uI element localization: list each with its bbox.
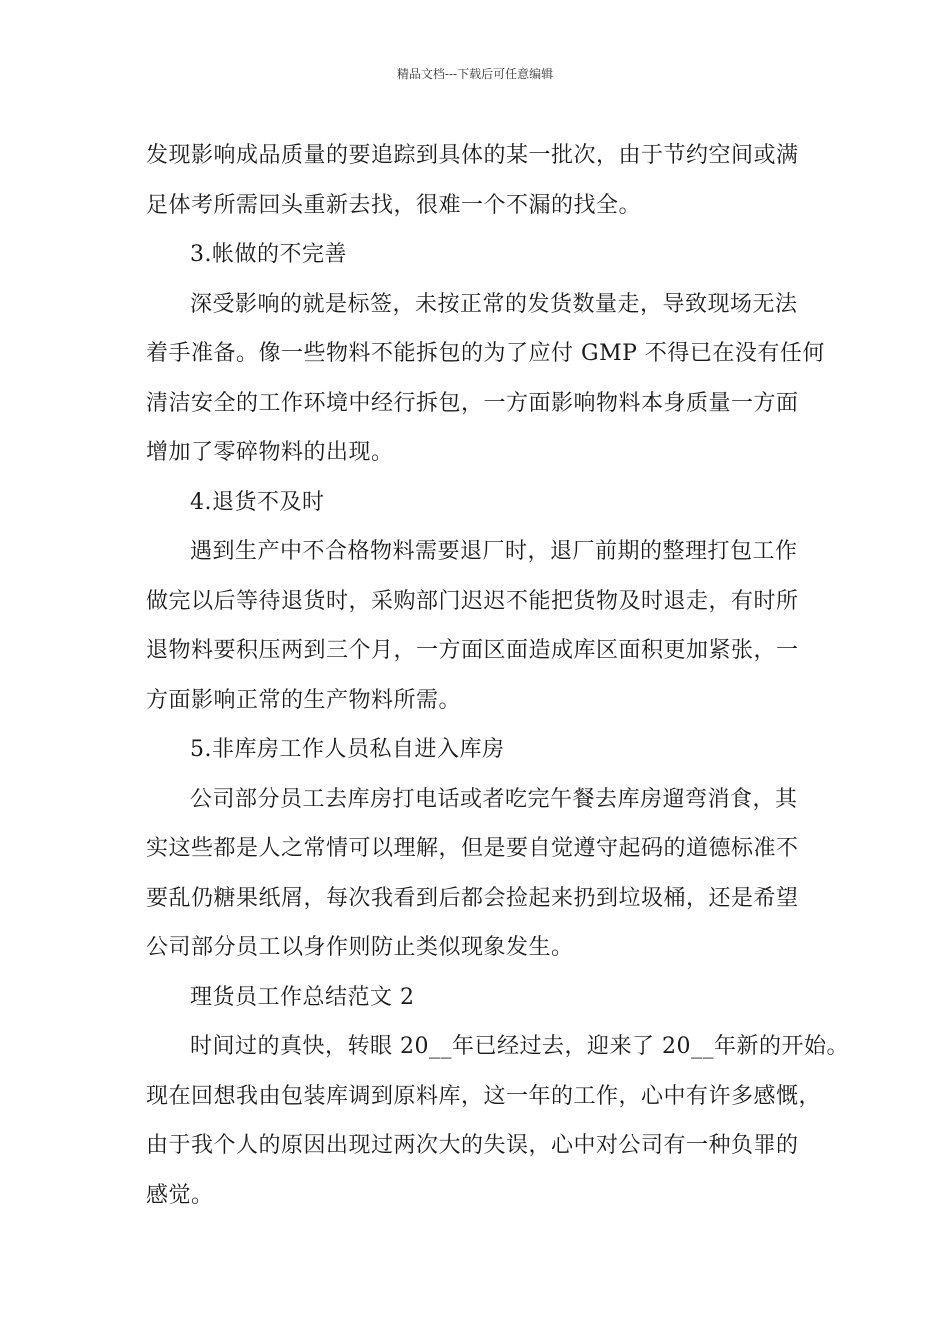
text-line: 现在回想我由包装库调到原料库，这一年的工作，心中有许多感慨， <box>146 1083 822 1109</box>
text-line: 公司部分员工以身作则防止类似现象发生。 <box>146 935 574 960</box>
text-line: 着手准备。像一些物料不能拆包的为了应付 GMP 不得已在没有任何 <box>146 341 825 366</box>
text-line: 方面影响正常的生产物料所需。 <box>146 687 462 713</box>
text-line: 退物料要积压两到三个月，一方面区面造成库区面积更加紧张，一 <box>146 638 799 663</box>
text-line: 足体考所需回头重新去找，很难一个不漏的找全。 <box>146 192 642 218</box>
text-line: 由于我个人的原因出现过两次大的失误，心中对公司有一种负罪的 <box>146 1133 799 1158</box>
text-line: 要乱仍糖果纸屑，每次我看到后都会捡起来扔到垃圾桶，还是希望 <box>146 885 799 911</box>
section-heading: 5.非库房工作人员私自进入库房 <box>190 737 505 762</box>
text-line: 清洁安全的工作环境中经行拆包，一方面影响物料本身质量一方面 <box>146 390 799 416</box>
text-line: 感觉。 <box>146 1182 214 1208</box>
text-line: 实这些都是人之常情可以理解，但是要自觉遵守起码的道德标准不 <box>146 836 799 861</box>
article-title: 理货员工作总结范文 2 <box>190 984 415 1010</box>
text-line: 遇到生产中不合格物料需要退厂时，退厂前期的整理打包工作 <box>190 539 798 564</box>
text-line: 发现影响成品质量的要追踪到具体的某一批次，由于节约空间或满 <box>146 143 799 168</box>
document-body <box>146 131 849 1220</box>
text-line: 深受影响的就是标签，未按正常的发货数量走，导致现场无法 <box>190 291 798 317</box>
text-line: 增加了零碎物料的出现。 <box>146 440 394 465</box>
text-line: 时间过的真快，转眼 20__年已经过去，迎来了 20__年新的开始。 <box>190 1034 849 1059</box>
section-heading: 4.退货不及时 <box>190 489 325 515</box>
text-line: 做完以后等待退货时，采购部门迟迟不能把货物及时退走，有时所 <box>146 588 799 614</box>
text-line: 公司部分员工去库房打电话或者吃完午餐去库房遛弯消食，其 <box>190 786 798 812</box>
section-heading: 3.帐做的不完善 <box>190 242 347 267</box>
page-header: 精品文档---下载后可任意编辑 <box>396 67 554 81</box>
